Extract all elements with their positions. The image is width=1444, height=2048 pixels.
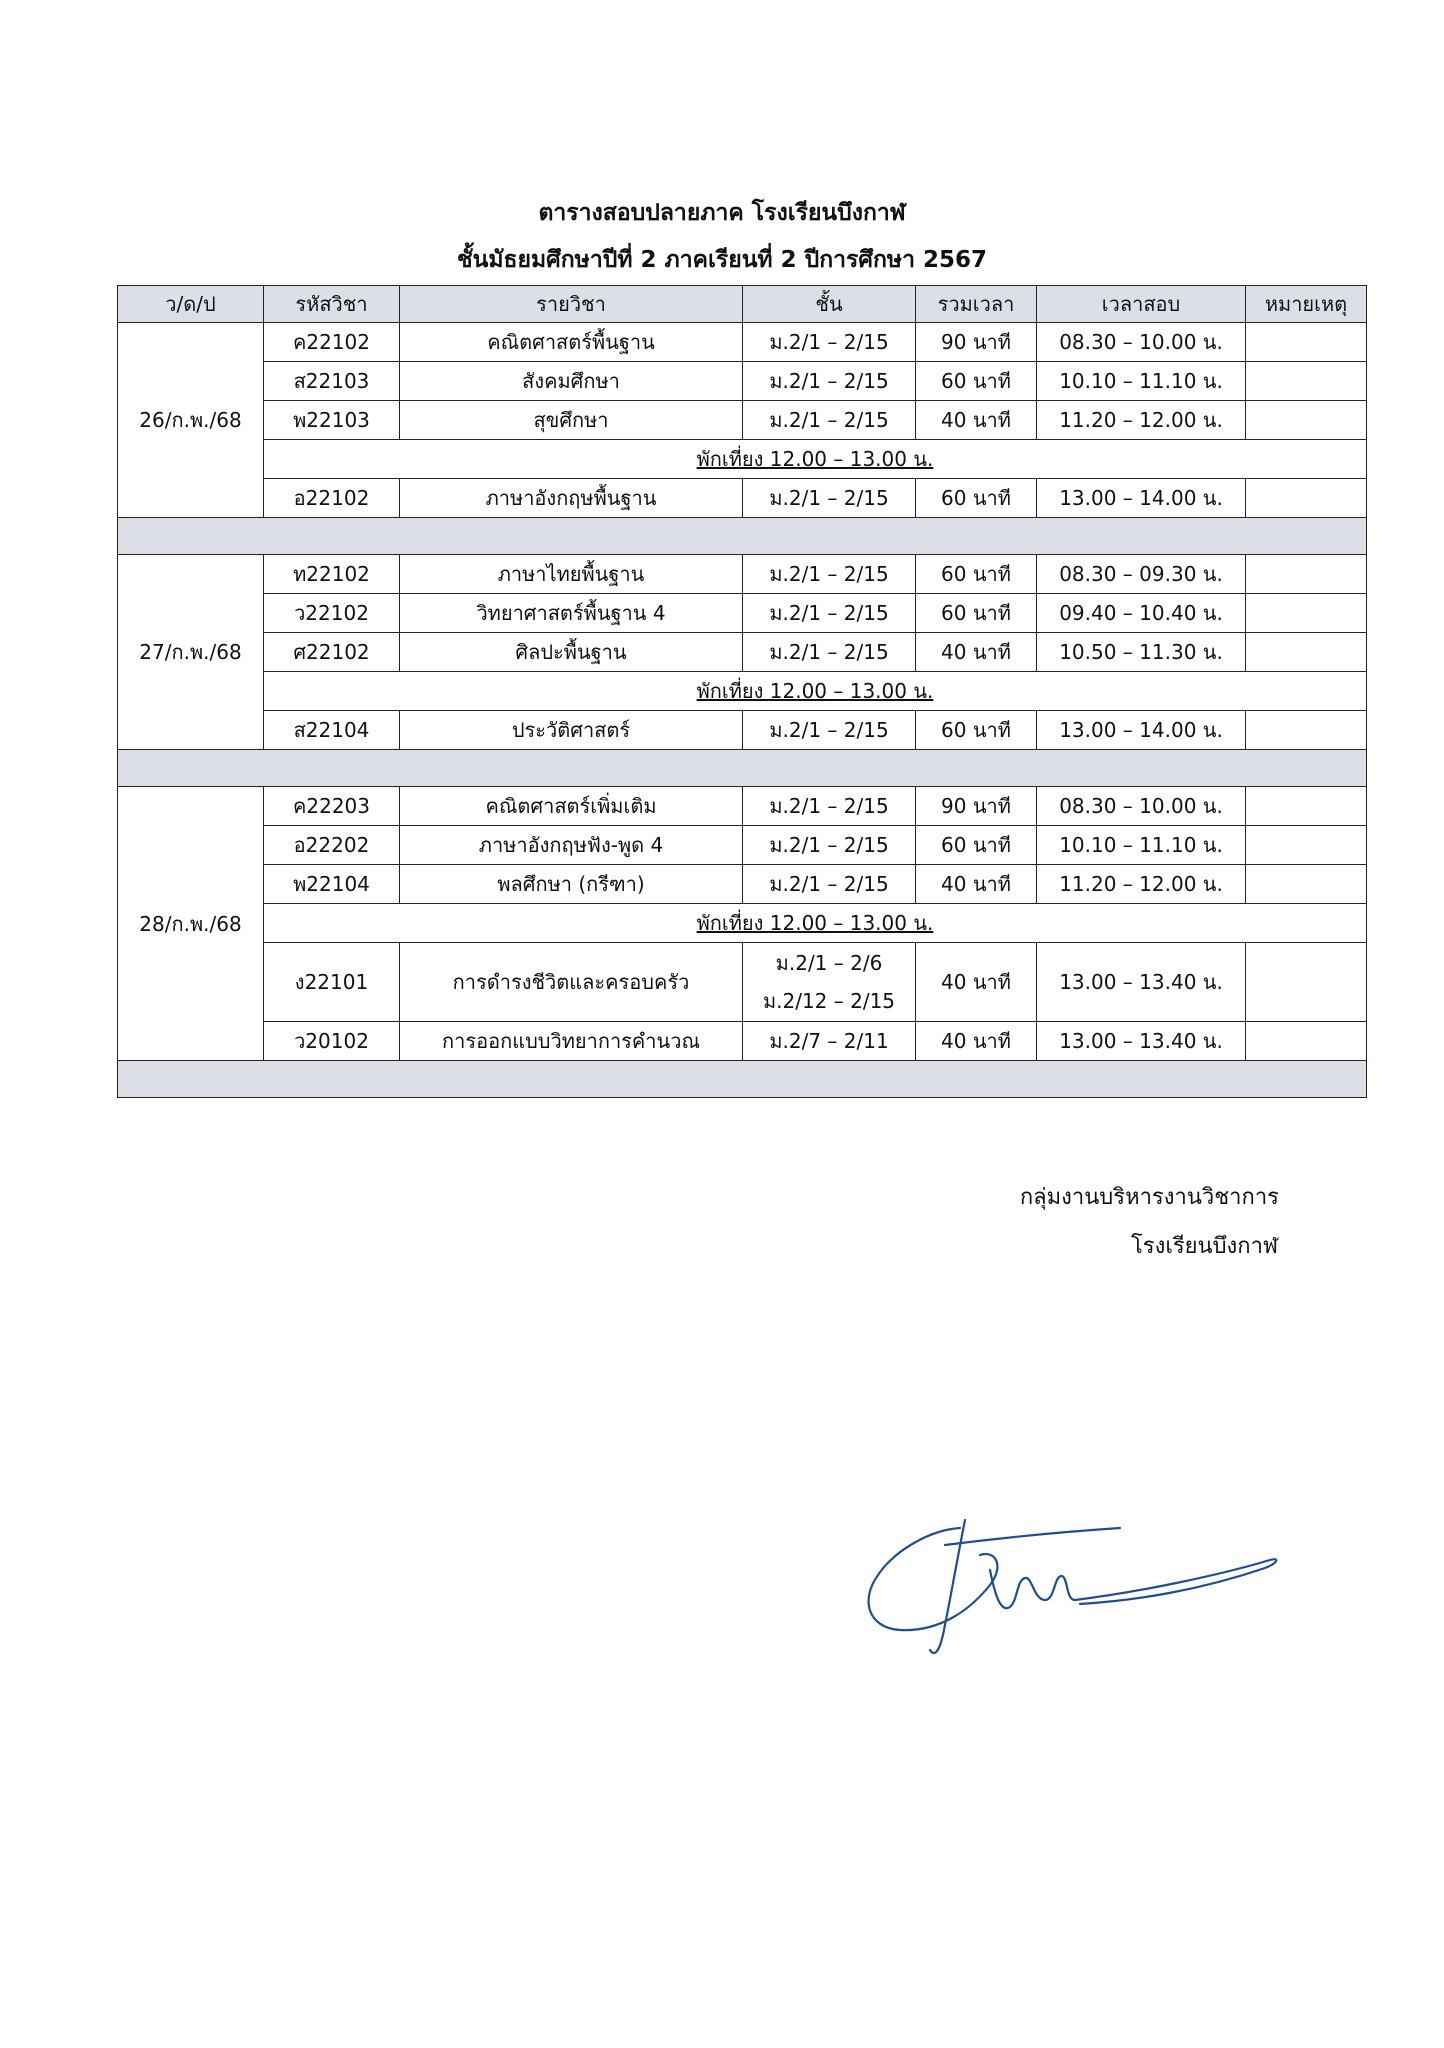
- exam-duration: 90 นาที: [916, 787, 1037, 826]
- exam-date: 27/ก.พ./68: [118, 555, 264, 750]
- header-date: ว/ด/ป: [118, 286, 264, 323]
- note-cell: [1246, 362, 1367, 401]
- note-cell: [1246, 401, 1367, 440]
- table-row: [118, 479, 1367, 518]
- table-row: [118, 362, 1367, 401]
- exam-date: 28/ก.พ./68: [118, 787, 264, 1061]
- exam-time: 10.50 – 11.30 น.: [1037, 633, 1246, 672]
- exam-schedule-table: [117, 285, 1367, 1098]
- note-cell: [1246, 323, 1367, 362]
- class-range: ม.2/1 – 2/15: [743, 594, 916, 633]
- exam-time: 08.30 – 09.30 น.: [1037, 555, 1246, 594]
- exam-time: 08.30 – 10.00 น.: [1037, 323, 1246, 362]
- table-row: [118, 594, 1367, 633]
- exam-duration: 40 นาที: [916, 633, 1037, 672]
- class-range: ม.2/1 – 2/15: [743, 826, 916, 865]
- note-cell: [1246, 1022, 1367, 1061]
- exam-duration: 60 นาที: [916, 362, 1037, 401]
- subject-name: ภาษาอังกฤษฟัง-พูด 4: [400, 826, 743, 865]
- subject-code: พ22103: [264, 401, 400, 440]
- subject-code: อ22102: [264, 479, 400, 518]
- table-row: [118, 555, 1367, 594]
- exam-time: 08.30 – 10.00 น.: [1037, 787, 1246, 826]
- exam-duration: 40 นาที: [916, 401, 1037, 440]
- class-range-line2: ม.2/12 – 2/15: [762, 989, 896, 1013]
- subject-name: ภาษาไทยพื้นฐาน: [400, 555, 743, 594]
- day-separator-row: [118, 1061, 1367, 1098]
- note-cell: [1246, 943, 1367, 1022]
- footer-department: กลุ่มงานบริหารงานวิชาการ: [1019, 1185, 1279, 1210]
- table-row: [118, 826, 1367, 865]
- lunch-break-label: พักเที่ยง 12.00 – 13.00 น.: [264, 904, 1367, 943]
- exam-duration: 60 นาที: [916, 826, 1037, 865]
- header-class: ชั้น: [743, 286, 916, 323]
- exam-time: 10.10 – 11.10 น.: [1037, 826, 1246, 865]
- subject-name: คณิตศาสตร์พื้นฐาน: [400, 323, 743, 362]
- note-cell: [1246, 711, 1367, 750]
- subject-name: สุขศึกษา: [400, 401, 743, 440]
- subject-name: คณิตศาสตร์เพิ่มเติม: [400, 787, 743, 826]
- table-row: [118, 401, 1367, 440]
- subject-code: พ22104: [264, 865, 400, 904]
- note-cell: [1246, 555, 1367, 594]
- exam-duration: 60 นาที: [916, 594, 1037, 633]
- signature-image: [840, 1500, 1290, 1660]
- subject-name: ศิลปะพื้นฐาน: [400, 633, 743, 672]
- table-row: [118, 943, 1367, 1022]
- class-range: ม.2/1 – 2/15: [743, 865, 916, 904]
- exam-duration: 40 นาที: [916, 1022, 1037, 1061]
- lunch-break-label: พักเที่ยง 12.00 – 13.00 น.: [264, 672, 1367, 711]
- day-separator: [118, 518, 1367, 555]
- exam-time: 13.00 – 13.40 น.: [1037, 1022, 1246, 1061]
- exam-duration: 90 นาที: [916, 323, 1037, 362]
- footer-school: โรงเรียนบึงกาฬ: [1130, 1234, 1278, 1259]
- note-cell: [1246, 787, 1367, 826]
- subject-code: ค22102: [264, 323, 400, 362]
- table-row: [118, 711, 1367, 750]
- subject-code: ว22102: [264, 594, 400, 633]
- subject-code: ท22102: [264, 555, 400, 594]
- subject-name: สังคมศึกษา: [400, 362, 743, 401]
- subject-name: ภาษาอังกฤษพื้นฐาน: [400, 479, 743, 518]
- note-cell: [1246, 826, 1367, 865]
- class-range: ม.2/1 – 2/15: [743, 555, 916, 594]
- class-range: ม.2/7 – 2/11: [743, 1022, 916, 1061]
- class-range: ม.2/1 – 2/15: [743, 323, 916, 362]
- class-range: ม.2/1 – 2/15: [743, 787, 916, 826]
- subject-code: ส22103: [264, 362, 400, 401]
- subject-name: พลศึกษา (กรีฑา): [400, 865, 743, 904]
- header-time: เวลาสอบ: [1037, 286, 1246, 323]
- class-range: ม.2/1 – 2/15: [743, 633, 916, 672]
- page-title: ตารางสอบปลายภาค โรงเรียนบึงกาฬ: [538, 200, 906, 226]
- header-code: รหัสวิชา: [264, 286, 400, 323]
- exam-time: 11.20 – 12.00 น.: [1037, 865, 1246, 904]
- class-range: [743, 943, 916, 1022]
- exam-duration: 60 นาที: [916, 479, 1037, 518]
- subject-code: ศ22102: [264, 633, 400, 672]
- subject-name: การดำรงชีวิตและครอบครัว: [400, 943, 743, 1022]
- subject-code: ค22203: [264, 787, 400, 826]
- exam-duration: 60 นาที: [916, 711, 1037, 750]
- class-range: ม.2/1 – 2/15: [743, 401, 916, 440]
- exam-time: 09.40 – 10.40 น.: [1037, 594, 1246, 633]
- header-duration: รวมเวลา: [916, 286, 1037, 323]
- page-subtitle: ชั้นมัธยมศึกษาปีที่ 2 ภาคเรียนที่ 2 ปีการศึกษา 2567: [456, 247, 988, 273]
- exam-time: 13.00 – 13.40 น.: [1037, 943, 1246, 1022]
- table-row: [118, 1022, 1367, 1061]
- class-range: ม.2/1 – 2/15: [743, 362, 916, 401]
- day-separator: [118, 1061, 1367, 1098]
- class-range-line1: ม.2/1 – 2/6: [775, 951, 883, 975]
- subject-code: ว20102: [264, 1022, 400, 1061]
- subject-name: วิทยาศาสตร์พื้นฐาน 4: [400, 594, 743, 633]
- class-range: ม.2/1 – 2/15: [743, 711, 916, 750]
- note-cell: [1246, 479, 1367, 518]
- table-header-row: [118, 286, 1367, 323]
- note-cell: [1246, 865, 1367, 904]
- subject-code: อ22202: [264, 826, 400, 865]
- table-row: [118, 865, 1367, 904]
- exam-time: 10.10 – 11.10 น.: [1037, 362, 1246, 401]
- lunch-break-row: [118, 440, 1367, 479]
- exam-date: 26/ก.พ./68: [118, 323, 264, 518]
- subject-code: ส22104: [264, 711, 400, 750]
- class-range: ม.2/1 – 2/15: [743, 479, 916, 518]
- exam-duration: 40 นาที: [916, 943, 1037, 1022]
- table-row: [118, 323, 1367, 362]
- lunch-break-row: [118, 904, 1367, 943]
- table-row: [118, 787, 1367, 826]
- exam-time: 13.00 – 14.00 น.: [1037, 711, 1246, 750]
- subject-name: การออกแบบวิทยาการคำนวณ: [400, 1022, 743, 1061]
- note-cell: [1246, 594, 1367, 633]
- day-separator-row: [118, 518, 1367, 555]
- header-subject: รายวิชา: [400, 286, 743, 323]
- table-row: [118, 633, 1367, 672]
- lunch-break-row: [118, 672, 1367, 711]
- exam-duration: 60 นาที: [916, 555, 1037, 594]
- note-cell: [1246, 633, 1367, 672]
- subject-name: ประวัติศาสตร์: [400, 711, 743, 750]
- day-separator: [118, 750, 1367, 787]
- subject-code: ง22101: [264, 943, 400, 1022]
- exam-time: 13.00 – 14.00 น.: [1037, 479, 1246, 518]
- exam-time: 11.20 – 12.00 น.: [1037, 401, 1246, 440]
- day-separator-row: [118, 750, 1367, 787]
- exam-duration: 40 นาที: [916, 865, 1037, 904]
- lunch-break-label: พักเที่ยง 12.00 – 13.00 น.: [264, 440, 1367, 479]
- header-note: หมายเหตุ: [1246, 286, 1367, 323]
